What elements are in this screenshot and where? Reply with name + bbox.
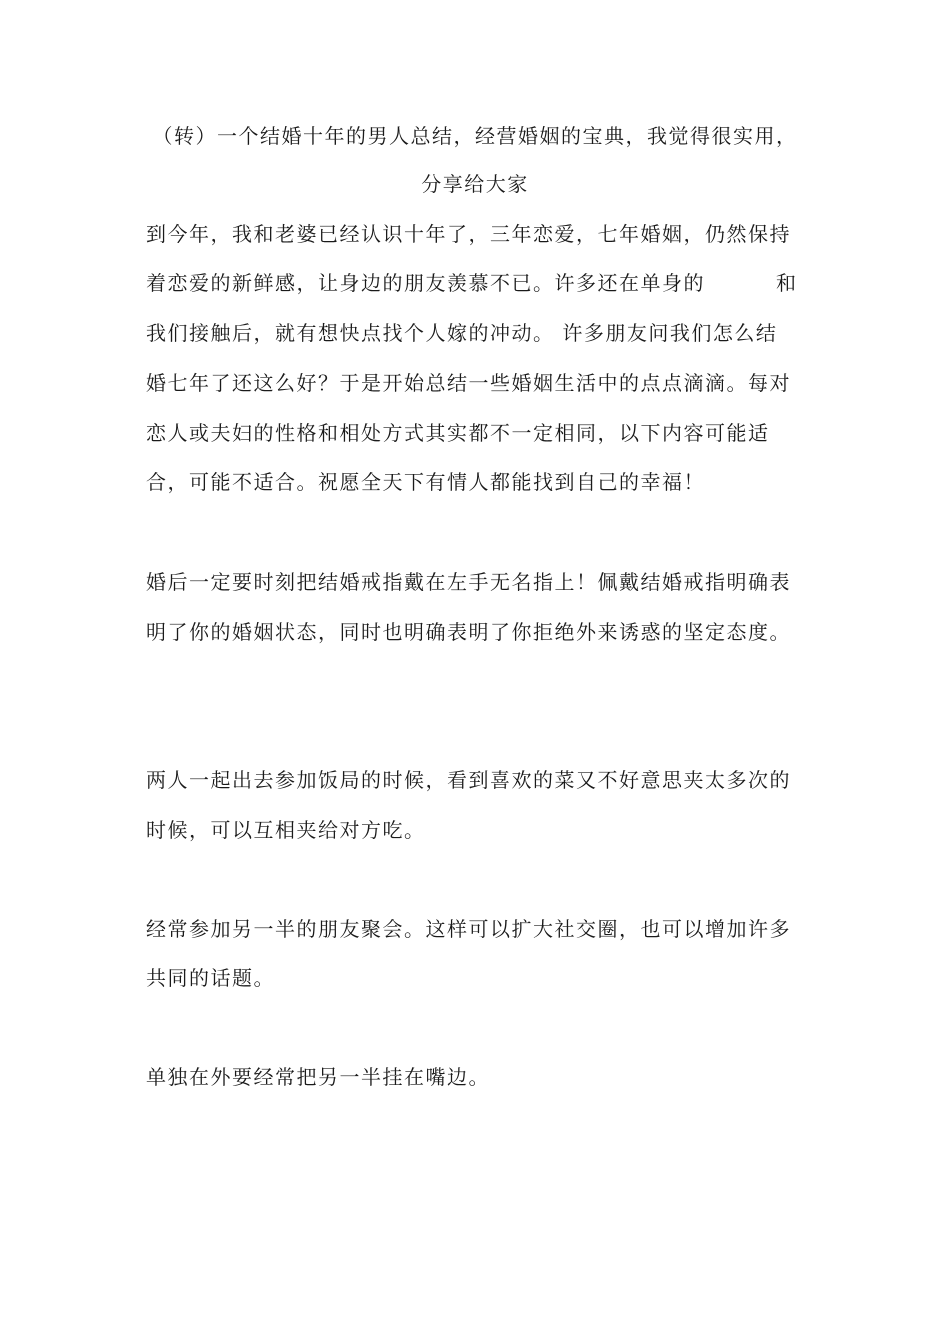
document-title-line-2: 分享给大家 — [421, 172, 529, 196]
paragraph-1-line-1: 到今年，我和老婆已经认识十年了，三年恋爱，七年婚姻，仍然保持 — [146, 222, 791, 246]
paragraph-1-line-3: 我们接触后，就有想快点找个人嫁的冲动。 许多朋友问我们怎么结 — [146, 321, 778, 345]
document-title-line-1: （转）一个结婚十年的男人总结，经营婚姻的宝典，我觉得很实用， — [152, 124, 798, 148]
paragraph-1-line-6: 合，可能不适合。祝愿全天下有情人都能找到自己的幸福！ — [146, 470, 705, 494]
paragraph-4-line-2: 共同的话题。 — [146, 966, 275, 990]
paragraph-2-line-1: 婚后一定要时刻把结婚戒指戴在左手无名指上！佩戴结婚戒指明确表 — [146, 570, 791, 594]
paragraph-4-line-1: 经常参加另一半的朋友聚会。这样可以扩大社交圈，也可以增加许多 — [146, 917, 791, 941]
paragraph-1-line-2-tail: 和 — [776, 271, 798, 295]
paragraph-1-line-4: 婚七年了还这么好？于是开始总结一些婚姻生活中的点点滴滴。每对 — [146, 371, 791, 395]
paragraph-5-line-1: 单独在外要经常把另一半挂在嘴边。 — [146, 1065, 490, 1089]
paragraph-3-line-2: 时候，可以互相夹给对方吃。 — [146, 818, 426, 842]
paragraph-1-line-5: 恋人或夫妇的性格和相处方式其实都不一定相同，以下内容可能适 — [146, 421, 770, 445]
paragraph-1-line-2 — [146, 269, 810, 297]
paragraph-3-line-1: 两人一起出去参加饭局的时候，看到喜欢的菜又不好意思夹太多次的 — [146, 768, 791, 792]
paragraph-1-line-2-text: 着恋爱的新鲜感，让身边的朋友羡慕不已。许多还在单身的 — [146, 271, 705, 295]
paragraph-2-line-2: 明了你的婚姻状态，同时也明确表明了你拒绝外来诱惑的坚定态度。 — [146, 620, 791, 644]
